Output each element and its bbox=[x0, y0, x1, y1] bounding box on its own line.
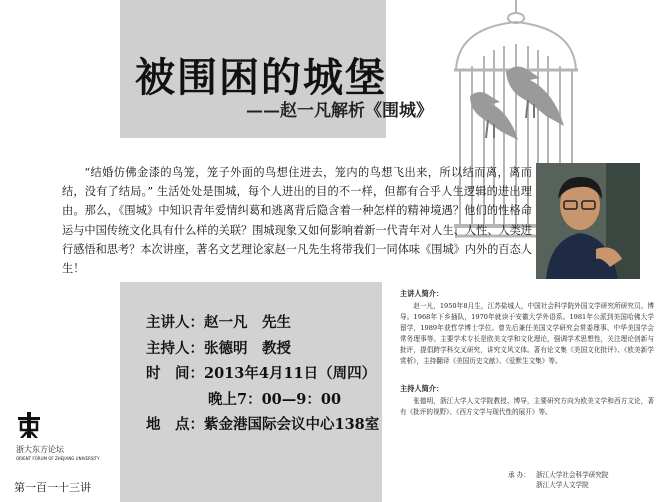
intro-paragraph: “结婚仿佛金漆的鸟笼，笼子外面的鸟想住进去，笼内的鸟想飞出来，所以结而离，离而结，没有了结局。” 生活处处是围城，每个人进出的目的不一样，但都有合乎人生逻辑的进出理由。那么，《围城》中知识青年爱情纠葛和逃离背后隐含着一种怎样的精神境遇？他们的性格命运与中国传统文化具有什么样的关联？围城现象又如何影响着新一代青年对人生、人性、人类进行感悟和思考？本次讲座，著名文艺理论家赵一凡先生将带我们一同体味《围城》内外的百态人生！ bbox=[62, 166, 532, 276]
organizer-label: 承 办： bbox=[508, 471, 530, 479]
place-line: 地 点：紫金港国际会议中心138室 bbox=[146, 416, 380, 433]
forum-name: 浙大东方论坛 bbox=[16, 445, 64, 454]
time-range-line: 晚上7：00—9：00 bbox=[208, 390, 342, 408]
biography-section bbox=[400, 288, 654, 424]
forum-english-name: ORIENT FORUM OF ZHEJIANG UNIVERSITY bbox=[16, 456, 100, 461]
speaker-photo bbox=[536, 163, 640, 279]
speaker-bio-heading: 主讲人简介： bbox=[400, 289, 444, 298]
page-title: 被围困的城堡 bbox=[135, 54, 387, 101]
host-line: 主持人：张德明 教授 bbox=[146, 339, 291, 357]
speaker-line: 主讲人：赵一凡 先生 bbox=[146, 314, 291, 331]
organizer-block bbox=[508, 470, 609, 490]
page-subtitle: ——赵一凡解析《围城》 bbox=[246, 101, 433, 121]
forum-logo bbox=[16, 412, 100, 461]
lecture-number: 第一百一十三讲 bbox=[14, 481, 91, 494]
organizer-1: 浙江大学社会科学研究院 bbox=[536, 471, 609, 479]
forum-logo-icon bbox=[16, 412, 42, 438]
host-bio-text: 张德明，浙江大学人文学院教授、博导，主要研究方向为欧美文学和西方文论，著有《批评的视野》、《西方文学与现代性的展开》等。 bbox=[400, 397, 654, 416]
host-bio-heading: 主持人简介： bbox=[400, 384, 444, 393]
organizer-2: 浙江大学人文学院 bbox=[536, 481, 589, 489]
lecture-info bbox=[146, 310, 379, 438]
time-line: 时 间：2013年4月11日（周四） bbox=[146, 365, 377, 382]
speaker-bio-text: 赵一凡，1950年8月生，江苏盐城人，中国社会科学院外国文学研究所研究员、博导。1968年下乡插队，1970年就读于安徽大学外语系。1981年公派到美国哈佛大学留学，1989年获哲学博士学位。曾先后兼任美国文学研究会常委理事、中华美国学会常务理事等。主要学术专长是欧美文学和文化理论，强调学术思想性，关注理论创新与批评，提倡跨学科交叉研究，讲究文风文体。著有论文集《美国文化批评》、《欧美新学赏析》，主持翻译《美国历史文献》、《爱默生文集》等。 bbox=[400, 302, 654, 365]
